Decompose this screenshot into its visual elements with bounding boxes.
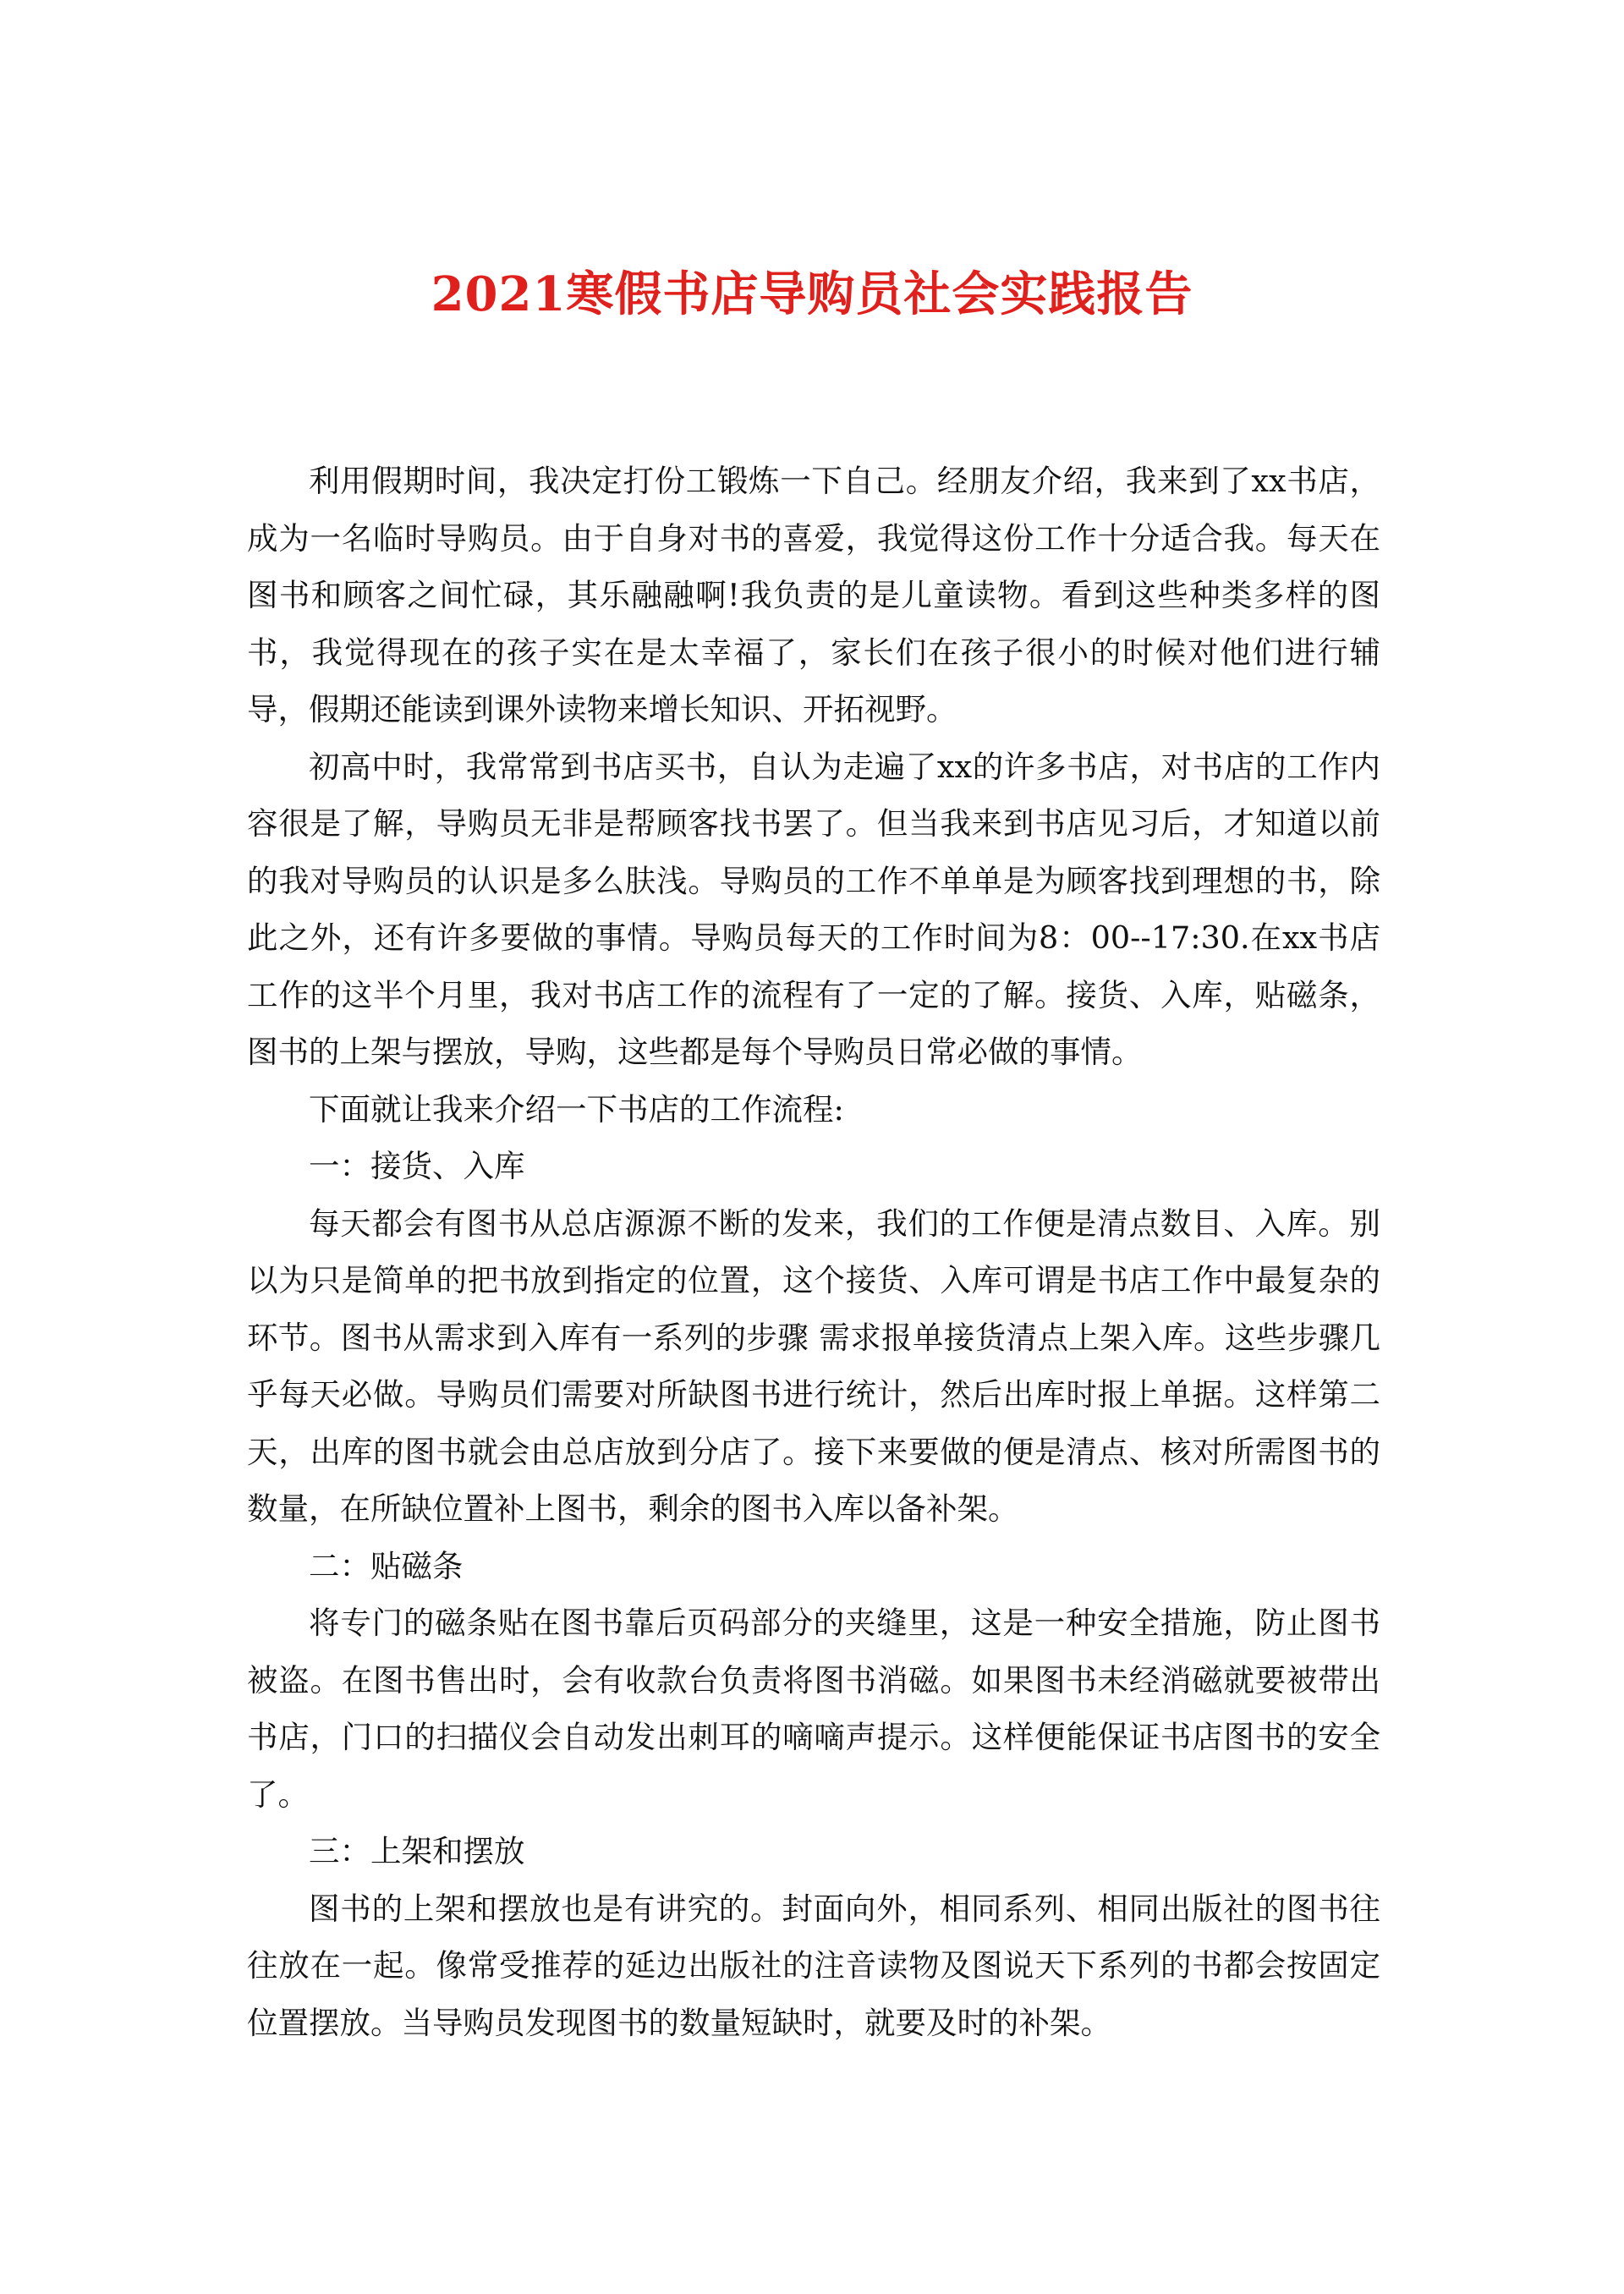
document-title: 2021寒假书店导购员社会实践报告: [431, 266, 1193, 322]
paragraph-experience: 初高中时，我常常到书店买书，自认为走遍了xx的许多书店，对书店的工作内容很是了解，导购员无非是帮顾客找书罢了。但当我来到书店见习后，才知道以前的我对导购员的认识是多么肤浅。导购员的工作不单单是为顾客找到理想的书，除此之外，还有许多要做的事情。导购员每天的工作时间为8：00--17:30.在xx书店工作的这半个月里，我对书店工作的流程有了一定的了解。接货、入库，贴磁条，图书的上架与摆放，导购，这些都是每个导购员日常必做的事情。: [247, 748, 1380, 1070]
paragraph-shelving: 图书的上架和摆放也是有讲究的。封面向外，相同系列、相同出版社的图书往往放在一起。像常受推荐的延边出版社的注音读物及图说天下系列的书都会按固定位置摆放。当导购员发现图书的数量短缺时，就要及时的补架。: [247, 1890, 1380, 2041]
section-heading-receiving: 一：接货、入库: [309, 1148, 525, 1184]
document-body: [247, 453, 1380, 2051]
section-heading-shelving: 三：上架和摆放: [309, 1833, 525, 1869]
paragraph-magnetic-strips: 将专门的磁条贴在图书靠后页码部分的夹缝里，这是一种安全措施，防止图书被盗。在图书售出时，会有收款台负责将图书消磁。如果图书未经消磁就要被带出书店，门口的扫描仪会自动发出刺耳的嘀嘀声提示。这样便能保证书店图书的安全了。: [247, 1605, 1380, 1813]
paragraph-receiving: 每天都会有图书从总店源源不断的发来，我们的工作便是清点数目、入库。别以为只是简单的把书放到指定的位置，这个接货、入库可谓是书店工作中最复杂的环节。图书从需求到入库有一系列的步骤 需求报单接货清点上架入库。这些步骤几乎每天必做。导购员们需要对所缺图书进行统计，然后出库时报上单据。这样第二天，出库的图书就会由总店放到分店了。接下来要做的便是清点、核对所需图书的数量，在所缺位置补上图书，剩余的图书入库以备补架。: [247, 1205, 1380, 1527]
section-heading-magnetic-strips: 二：贴磁条: [309, 1547, 464, 1584]
paragraph-workflow-intro: 下面就让我来介绍一下书店的工作流程:: [309, 1090, 844, 1128]
paragraph-intro: 利用假期时间，我决定打份工锻炼一下自己。经朋友介绍，我来到了xx书店，成为一名临时导购员。由于自身对书的喜爱，我觉得这份工作十分适合我。每天在图书和顾客之间忙碌，其乐融融啊!我负责的是儿童读物。看到这些种类多样的图书，我觉得现在的孩子实在是太幸福了，家长们在孩子很小的时候对他们进行辅导，假期还能读到课外读物来增长知识、开拓视野。: [247, 463, 1380, 727]
